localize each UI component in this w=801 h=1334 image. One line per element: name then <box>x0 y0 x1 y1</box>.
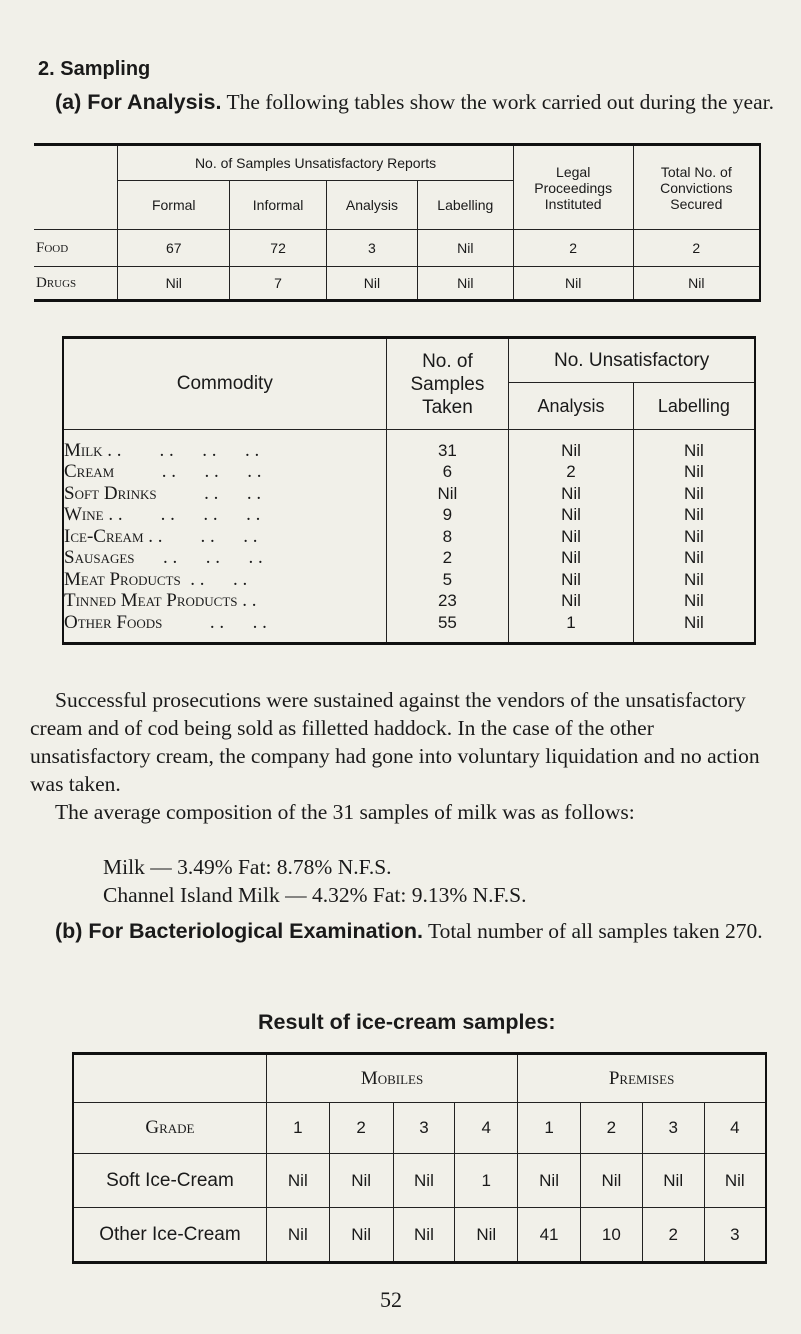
table-cell: Nil <box>329 1208 393 1263</box>
paragraph-a <box>55 88 775 116</box>
grade-cell: 4 <box>704 1103 766 1154</box>
table-cell: 8 <box>386 526 509 548</box>
commodity-name: Tinned Meat Products . . <box>63 590 386 612</box>
grade-cell: 3 <box>393 1103 455 1154</box>
table1-subheader: Informal <box>230 181 327 230</box>
table-cell: Nil <box>633 461 755 483</box>
table-cell: 2 <box>633 230 760 267</box>
table-cell: 7 <box>230 267 327 301</box>
paragraph-b <box>30 917 770 945</box>
commodity-name: Sausages . . . . . . <box>63 547 386 569</box>
table1-subheader: Labelling <box>417 181 513 230</box>
table-cell: 5 <box>386 569 509 591</box>
grade-cell: 4 <box>455 1103 518 1154</box>
table-cell: Nil <box>509 526 634 548</box>
table-cell: Nil <box>633 547 755 569</box>
commodity-name: Other Foods . . . . <box>63 612 386 634</box>
table-cell: 1 <box>455 1154 518 1208</box>
table2-commodity-header: Commodity <box>63 338 386 430</box>
table-cell: Nil <box>580 1154 642 1208</box>
table1-subheader: Analysis <box>327 181 418 230</box>
table-row <box>63 461 755 483</box>
table-cell: Nil <box>329 1154 393 1208</box>
table-cell: 55 <box>386 612 509 634</box>
table2-labelling-header: Labelling <box>633 383 755 430</box>
table-row <box>63 440 755 462</box>
table-cell: Nil <box>417 230 513 267</box>
table-cell: 6 <box>386 461 509 483</box>
table3-corner <box>73 1054 266 1103</box>
table-cell: Nil <box>386 483 509 505</box>
ice-cream-results-heading: Result of ice-cream samples: <box>258 1010 556 1034</box>
table-cell: 41 <box>518 1208 581 1263</box>
row-label: Other Ice-Cream <box>73 1208 266 1263</box>
milk-composition-paragraph: The average composition of the 31 samples of milk was as follows: <box>55 800 635 824</box>
table-row <box>63 569 755 591</box>
table-unsatisfactory-reports <box>34 143 761 302</box>
section-heading: 2. Sampling <box>38 58 151 80</box>
table-cell: 2 <box>513 230 633 267</box>
table-cell: Nil <box>327 267 418 301</box>
table-row <box>73 1208 766 1263</box>
table-cell: Nil <box>455 1208 518 1263</box>
commodity-name: Meat Products . . . . <box>63 569 386 591</box>
table-cell: Nil <box>509 483 634 505</box>
table-cell: 67 <box>118 230 230 267</box>
table-row <box>63 483 755 505</box>
table-cell: 3 <box>704 1208 766 1263</box>
table-cell: Nil <box>633 440 755 462</box>
row-label: Soft Ice-Cream <box>73 1154 266 1208</box>
table-cell: Nil <box>518 1154 581 1208</box>
channel-island-milk-line: Channel Island Milk — 4.32% Fat: 9.13% N.F.S. <box>103 883 527 907</box>
paragraph-a-lead: (a) For Analysis. <box>55 90 222 114</box>
table-row <box>73 1154 766 1208</box>
page-number: 52 <box>380 1287 402 1312</box>
grade-cell: 2 <box>329 1103 393 1154</box>
paragraph-a-text: The following tables show the work carried out during the year. <box>221 90 774 114</box>
table-cell: Nil <box>633 590 755 612</box>
table-cell: Nil <box>509 547 634 569</box>
table1-legal-header: Legal Proceedings Instituted <box>513 145 633 230</box>
commodity-name: Soft Drinks . . . . <box>63 483 386 505</box>
table1-corner <box>34 145 118 230</box>
table-cell: Nil <box>633 526 755 548</box>
table1-subheader: Formal <box>118 181 230 230</box>
table-cell: Nil <box>633 504 755 526</box>
table2-analysis-header: Analysis <box>509 383 634 430</box>
paragraph-b-text: Total number of all samples taken 270. <box>422 919 763 943</box>
table1-group-header: No. of Samples Unsatisfactory Reports <box>118 145 513 181</box>
commodity-name: Wine . . . . . . . . <box>63 504 386 526</box>
table-cell: 10 <box>580 1208 642 1263</box>
table-cell: Nil <box>509 569 634 591</box>
table-cell: Nil <box>393 1154 455 1208</box>
table-cell: 31 <box>386 440 509 462</box>
table-row <box>34 267 760 301</box>
commodity-name: Ice-Cream . . . . . . <box>63 526 386 548</box>
table-cell: Nil <box>417 267 513 301</box>
table2-samples-header: No. of Samples Taken <box>386 338 509 430</box>
row-label: Food <box>34 230 118 267</box>
grade-cell: 3 <box>642 1103 704 1154</box>
table-row <box>34 230 760 267</box>
table-cell: Nil <box>633 569 755 591</box>
table-cell: Nil <box>642 1154 704 1208</box>
table-cell: Nil <box>393 1208 455 1263</box>
milk-line: Milk — 3.49% Fat: 8.78% N.F.S. <box>103 855 392 879</box>
table-row <box>63 590 755 612</box>
table-cell: 2 <box>509 461 634 483</box>
table-cell: Nil <box>509 440 634 462</box>
table-cell: 3 <box>327 230 418 267</box>
paragraph-b-lead: (b) For Bacteriological Examination. <box>55 919 423 943</box>
table2-unsatisfactory-header: No. Unsatisfactory <box>509 338 755 383</box>
table-row <box>63 504 755 526</box>
row-label: Drugs <box>34 267 118 301</box>
table-cell: 2 <box>386 547 509 569</box>
table-cell: Nil <box>509 590 634 612</box>
grade-cell: 1 <box>266 1103 329 1154</box>
table-row <box>63 612 755 634</box>
table-commodity-samples <box>62 336 756 645</box>
table-cell: 1 <box>509 612 634 634</box>
table3-premises-header: Premises <box>518 1054 766 1103</box>
table-cell: Nil <box>513 267 633 301</box>
commodity-name: Milk . . . . . . . . <box>63 440 386 462</box>
table-cell: 2 <box>642 1208 704 1263</box>
table-ice-cream-results <box>72 1052 767 1264</box>
table-cell: 9 <box>386 504 509 526</box>
prosecutions-paragraph: Successful prosecutions were sustained against the vendors of the unsatisfactory cream and of cod being sold as filletted haddock. In the case of the other unsatisfactory cream, the company had gone into voluntary liquidation and no action was taken. <box>30 688 760 796</box>
table-cell: 23 <box>386 590 509 612</box>
table-cell: Nil <box>633 612 755 634</box>
table-cell: Nil <box>509 504 634 526</box>
table-row <box>63 547 755 569</box>
commodity-name: Cream . . . . . . <box>63 461 386 483</box>
table-cell: Nil <box>633 267 760 301</box>
table1-total-header: Total No. of Convictions Secured <box>633 145 760 230</box>
table3-mobiles-header: Mobiles <box>266 1054 517 1103</box>
grade-cell: 2 <box>580 1103 642 1154</box>
table-cell: Nil <box>118 267 230 301</box>
grade-cell: 1 <box>518 1103 581 1154</box>
table3-grade-label: Grade <box>73 1103 266 1154</box>
table-cell: Nil <box>633 483 755 505</box>
table-cell: Nil <box>704 1154 766 1208</box>
table-cell: 72 <box>230 230 327 267</box>
table-cell: Nil <box>266 1154 329 1208</box>
table-cell: Nil <box>266 1208 329 1263</box>
table-row <box>63 526 755 548</box>
